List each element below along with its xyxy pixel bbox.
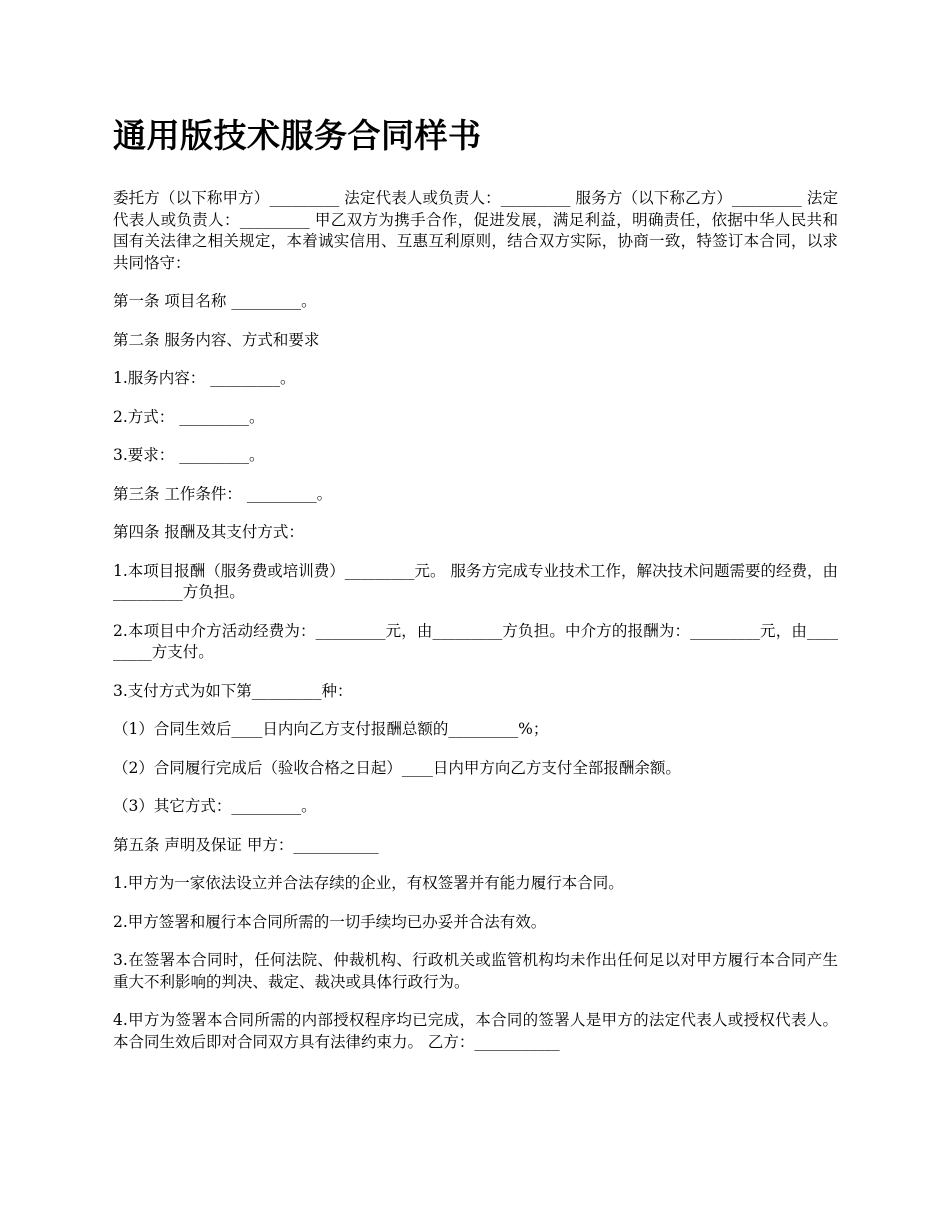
- article-5-heading: 第五条 声明及保证 甲方：___________: [113, 835, 379, 854]
- article-5-item-1: 1.甲方为一家依法设立并合法存续的企业，有权签署并有能力履行本合同。: [113, 874, 624, 892]
- article-2-item-3: 3.要求： _________。: [113, 446, 265, 464]
- document-title: 通用版技术服务合同样书: [113, 116, 482, 155]
- article-4-heading: 第四条 报酬及其支付方式：: [113, 523, 304, 541]
- document-page: [113, 112, 838, 1070]
- article-5-item-4: 4.甲方为签署本合同所需的内部授权程序均已完成，本合同的签署人是甲方的法定代表人或授权代表人。本合同生效后即对合同双方具有法律约束力。 乙方：___________: [113, 1011, 838, 1051]
- payment-option-1: （1）合同生效后____日内向乙方支付报酬总额的_________%；: [113, 720, 549, 738]
- article-4-item-2: 2.本项目中介方活动经费为：_________元，由_________方负担。中介方的报酬为：_________元，由_________方支付。: [113, 621, 838, 661]
- payment-option-2: （2）合同履行完成后（验收合格之日起）____日内甲方向乙方支付全部报酬余额。: [113, 758, 681, 777]
- article-2-item-1: 1.服务内容： _________。: [113, 369, 296, 387]
- intro-paragraph: 委托方（以下称甲方）_________ 法定代表人或负责人：_________ 服务方（以下称乙方）_________ 法定代表人或负责人：_________ 甲乙双方为携手合作，促进发展，满足利益，明确责任，依据中华人民共和国有关法律之相关规定，本着诚实信用、互惠互利原则，结合双方实际，协商一致，特签订本合同，以求共同恪守：: [113, 189, 838, 272]
- payment-option-3: （3）其它方式：_________。: [113, 797, 317, 815]
- article-5-item-2: 2.甲方签署和履行本合同所需的一切手续均已办妥并合法有效。: [113, 912, 547, 931]
- article-2-item-2: 2.方式： _________。: [113, 407, 265, 426]
- article-5-item-3: 3.在签署本合同时，任何法院、仲裁机构、行政机关或监管机构均未作出任何足以对甲方履行本合同产生重大不利影响的判决、裁定、裁决或具体行政行为。: [113, 951, 838, 991]
- article-1-project-name: 第一条 项目名称 _________。: [113, 292, 317, 310]
- article-2-heading: 第二条 服务内容、方式和要求: [113, 330, 320, 349]
- article-4-item-1: 1.本项目报酬（服务费或培训费）_________元。 服务方完成专业技术工作，解决技术问题需要的经费，由_________方负担。: [113, 561, 838, 601]
- article-3-work-conditions: 第三条 工作条件： _________。: [113, 484, 333, 503]
- article-4-item-3: 3.支付方式为如下第_________种：: [113, 681, 353, 700]
